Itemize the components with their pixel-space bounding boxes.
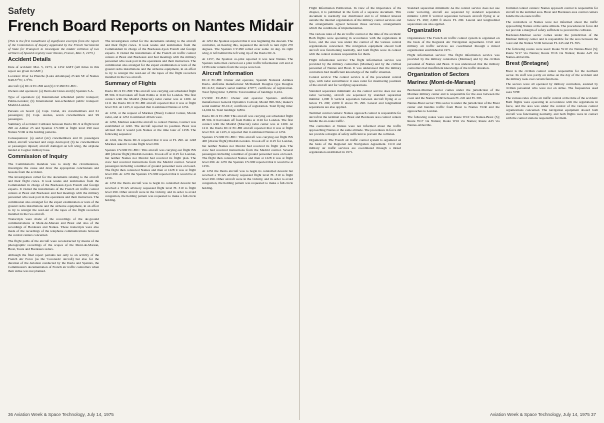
headline: French Board Reports on Nantes Midair — [8, 18, 294, 35]
right-footer-text: Aviation Week & Space Technology, July 14, 1975 37 — [490, 412, 596, 417]
section-label: Safety — [8, 6, 36, 16]
right-column3-para-4: The following routes were used: Route W10 via Nantes-Brest (S); Route W17 via Nantes; Route W16 via Nantes; Route A25 via Nantes-Abbeville. — [505, 46, 598, 60]
cv990-info: CV-990 EC-BJC: Owner and operator Spantax. Airframe manufacturer General Dynamics Convair, Model 990-30A; maker's serial number 30-10-2; certificate of registration. Total flying time: 14,604 hr. Total landings: 6,804. — [202, 96, 293, 113]
right-page — [301, 0, 604, 420]
column3-extra-1: Iberia DC-9 EC-BII: This aircraft was carrying out scheduled flight IB 504. It had taken off from Palma at 1126 for London. The first contact with the Madrid (Morcón) radar center was at 1200. At 1211 the Iberia DC-9 EC-BII aircraft reported that it was at flight level 310. At 1225, it reported that it estimated Nantes at 1252. — [202, 113, 293, 134]
consequences-paragraph: Consequences: (a) aerial (sic) crewmembers and 61 passengers killed, aircraft wrecked and cargo destroyed; (b) no crewmembers or passengers injured; aircraft damaged on left wing, the airplane landed at Cognac military base. — [8, 135, 99, 153]
left-columns — [8, 39, 293, 423]
right-paragraph-4: Control service: The control service is of the procedural control type, with radar surveillance: it uses radar for monitoring positions of the aircraft and for verifying separations. — [309, 75, 402, 88]
right-paragraph-5: Standard separation minimum: As the control service does not use radar vectoring, aircraft are separated by standard separation minima: 1,000 ft vertical separation between aircraft flying at or below FL 290; 2,000 ft above FL 290. Lateral and longitudinal separations are also applied. — [309, 88, 402, 110]
commission-paragraph-5: Although the final report pertains not only to an activity of the French Air Force (as the 'Coronado' aircraft) but also for the duration of the Aviation conducted by the Iberia and Spantax, the Commission's documentation of French air traffic controllers when their strike was not planned. — [8, 252, 99, 273]
right-paragraph-1: Flight Information Publication. In view of the importance of the chapter, it is published in the form of a separate document. This document is normally not distributed and is of limited interest outside the internal organization of the military control services and the arrangements agreed between those services, arrangements which the conditions of implementation. — [309, 6, 402, 31]
summary-heading: Summary of Flights — [105, 81, 157, 88]
right-column3-para-2: The controllers at Nantes were not informed about the traffic approaching Nantes at the same altitude. The procedures in force did not provide a margin of safety sufficient to prevent the collision. — [505, 19, 598, 32]
sectors-heading: Organization of Sectors — [407, 71, 470, 78]
persons-paragraph: Persons on board: (a) Capt. Cubel, six crewmembers and 61 passengers; (b) Capt. Arenas, seven crewmembers and 99 passengers. — [8, 108, 99, 121]
summary-paragraph-2: At 1232, at the request of Marinez (Brest) Control Center, Morda radar, and at 1252 it estimated 49 km west. — [105, 110, 196, 119]
dc9-info: DC-9 EC-BII: Owner and operator, Spanish National Airlines Iberia. Airframe manufacturer McDonnell Douglas type Douglas DC-9-32; maker's serial number 47077; certificate of registration. Total flying time: 3,290 hr. Total number of landings: 6,224. — [202, 78, 293, 95]
right-column-3 — [506, 6, 598, 402]
left-column-3 — [202, 39, 293, 423]
left-column-2 — [105, 39, 196, 423]
sectors-paragraph-3: The following routes were used: Route W10 via Nantes-Brest (S); Route W17 via Nantes; Route W16 via Nantes; Route A25 via Nantes-Abbeville. — [407, 114, 500, 127]
right-column3-para-5: The various rules of the air traffic control at the time of the accident: Both flights were operating in accordance with the regulations in force, and the area was under the control of the various control organizations concerned. The navigation equipment aboard both aircraft was functioning normally, and both flights were in contact with the control stations responsible for them. — [505, 95, 598, 121]
right-paragraph-3: Flight information service: The flight information service was provided by the military controllers (Marinez) and by the civilian personnel of Nantes and Brest. It was understood that the military controllers had insufficient knowledge of the traffic situation. — [309, 57, 402, 74]
summary-paragraph-5: Spantax CV-990 EC-BJC: This aircraft was carrying out flight BX 400 (charter flight) Madrid-London. It took off at 1125 for London, but neither Nantes nor Merdol had received its flight plan. The crew had received instructions from the Madrid control. Several passengers including a number of ground personnel were on board. The flight then contacted Nantes and then at 1228 it was at flight level 290. At 1235 the Spantax CV-990 reported that it would be at 1256. — [105, 147, 196, 180]
brest-paragraph-1: Brest is the civilian control center responsible for the northern sector. Its staff was partly on strike on the day of the accident and the military took over certain functions. — [505, 68, 598, 81]
commission-paragraph-2: The investigation called for the documents relating to the aircraft and their flight crews. It took weeks and testimonies from the Commandant in charge of the Bordeaux-Lyon French and foreign experts. It visited the installations of the French air traffic control centers at Brest and Bordeaux and had meetings with the military personnel who took part in the operations and their instructors. The commission also arranged for the expert examination or tests of the ground radio installations and the airborne equipment, in an effort to try to retarget the read-out of the tapes of the flight recorders installed in the two aircraft. — [8, 175, 99, 216]
right-paragraph-8: Organization: The French air traffic control system is organized on the basis of the Regional Air Navigation Agreement. Civil and military air traffic services are coordinated through a mixed organization established in 1971. — [309, 137, 402, 155]
right-paragraph-6: Terminal control centers: Nantes approach control is responsible for aircraft in the terminal area. Brest and Bordeaux area control centers handle the en-route traffic. — [309, 110, 402, 123]
commission-paragraph-1: The Commission's mandate was to study the circumstances, investigate the cause and draw the appropriate conclusions and lessons from the accident. — [8, 161, 99, 174]
type-operation-paragraph: Type of operation: (a) International scheduled public transport; Palma-London; (b) International non-scheduled public transport: Madrid-London. — [8, 94, 99, 108]
sectors-paragraph-2: Nantes-Brest sector: This sector is under the jurisdiction of the Brest center and handles traffic from Brest to Nantes VOR and the approaches to London. — [407, 101, 500, 114]
right-column2-para-1: Standard separation minimum: As the control service does not use radar vectoring, aircraft are separated by standard separation minima: 1,000 ft vertical separation between aircraft flying at or below FL 290; 2,000 ft above FL 290. Lateral and longitudinal separations are also applied. — [407, 6, 500, 27]
commission-paragraph-4: The flight paths of the aircraft were reconstructed by means of the photographic recordings of the scopes of the Mont-de-Marsan, Brest, Tours and Bordeaux radars. — [8, 238, 99, 252]
summary-paragraph-3: At 1236, Marinez asked the aircraft to contact Nantes, Contact was established at 1240. The aircraft reported its position. Brest was advised that it would join Nantes at the time later of 1258. The following sequence: — [105, 120, 196, 137]
commission-paragraph-3: Transcripts were made of the recordings of the air-ground communications at Mont-de-Marsan and Brest and also of the recordings of Bordeaux and Nantes. These transcripts were also made of the recordings of the telephone communications between the control centers concerned. — [8, 217, 99, 238]
location-paragraph: Location: Over La Planche (Loire Atlantique) 25 km SE of Nantes N48.37°N; 1.3°W. — [8, 74, 99, 83]
brest-heading: Brest (Bretagne) — [505, 61, 549, 68]
right-column-2 — [407, 6, 499, 402]
date-paragraph: Date of accident: Mar. 5, 1973, at 1252 GMT (All times in this report are given in GMT.) — [8, 64, 99, 73]
right-columns — [309, 6, 598, 402]
summary-paragraph-1: Iberia DC-9 EC-BII: This aircraft was carrying out scheduled flight IB 504. It had taken off from Palma at 1126 for London. The first contact with the Madrid (Morcón) radar center was at 1200. At 1211 the Iberia DC-9 EC-BII aircraft reported that it was at flight level 310. At 1225, it reported that it estimated Nantes at 1252. — [105, 88, 196, 110]
summary-paragraph-8: At 1257, the Spantax co-pilot reported it was near Nantes. The Spantax radio then carried out a pilot traffic information call and at 1258 radar returns from the scope were lost. — [202, 56, 293, 69]
column2-continuation: The investigation called for the documents relating to the aircraft and their flight crews. It took weeks and testimonies from the Commandant in charge of the Bordeaux-Lyon French and foreign experts. It visited the installations of the French air traffic control centers at Brest and Bordeaux and had meetings with the military personnel who took part in the operations and their instructors. The commission also arranged for the expert examination or tests of the ground radio installations and the airborne equipment, in an effort to try to retarget the read-out of the tapes of the flight recorders installed in the two aircraft. — [105, 39, 196, 80]
summary-paragraph-6: At 1252 the Iberia aircraft was to begin its controlled descent but received a TCAS advisory requested flight level FL 310 to flight level 290. Other aircraft were in the vicinity, and in order to avoid congestion, the holding pattern was requested to make a full-circle holding. — [105, 181, 196, 202]
aircraft-heading: Aircraft Information — [202, 70, 254, 77]
summary-paragraph-4: At 1242, the Iberia DC-9 reported that it was at FL 290. At 1248 Marinez asked it to take flight level 290. — [105, 137, 196, 147]
column3-extra-2: Spantax CV-990 EC-BJC: This aircraft was carrying out flight BX 400 (charter flight) Madrid-London. It took off at 1125 for London, but neither Nantes nor Merdol had received its flight plan. The crew had received instructions from the Madrid control. Several passengers including a number of ground personnel were on board. The flight then contacted Nantes and then at 1228 it was at flight level 290. At 1235 the Spantax CV-990 reported that it would be at 1256. — [202, 135, 293, 168]
organization-heading: Organization — [407, 28, 441, 35]
column3-extra-3: At 1252 the Iberia aircraft was to begin its controlled descent but received a TCAS advisory requested flight level FL 310 to flight level 290. Other aircraft were in the vicinity, and in order to avoid congestion, the holding pattern was requested to make a full-circle holding. — [202, 169, 293, 190]
right-column3-para-3: Bordeaux-Marinez sector comes under the jurisdiction of the Marinez military center and is responsible for the area between the coast and the Nantes VOR between FL 245 and FL 395. — [505, 33, 598, 46]
owners-paragraph: Owners and operators: (a) Iberia Air Lines and (b) Spantax S.A. — [8, 89, 94, 94]
intro-paragraph: (This is the first installment of significant excerpts from the report of the Commission of Inquiry appointed by the French Secretariat of State for Transport to investigate the midair collision of two airliners of Spanish registry near Nantes, France, Mar. 5, 1973.) — [8, 39, 99, 56]
right-column-1 — [309, 6, 401, 402]
right-column2-para-3: Flight information service: The flight information service was provided by the military controllers (Marinez) and by the civilian personnel of Nantes and Brest. It was understood that the military controllers had insufficient knowledge of the traffic situation. — [407, 53, 500, 70]
sectors-paragraph-1: Bordeaux-Marinez sector comes under the jurisdiction of the Marinez military center and is responsible for the area between the coast and the Nantes VOR between FL 245 and FL 395. — [407, 87, 500, 100]
right-paragraph-2: The various rules of the air traffic control at the time of the accident: Both flights were operating in accordance with the regulations in force, and the area was under the control of the various control organizations concerned. The navigation equipment aboard both aircraft was functioning normally, and both flights were in contact with the control stations responsible for them. — [309, 31, 402, 57]
right-column2-para-2: Organization: The French air traffic control system is organized on the basis of the Regional Air Navigation Agreement. Civil and military air traffic services are coordinated through a mixed organization established in 1971. — [407, 35, 500, 52]
left-footer-text: 36 Aviation Week & Space Technology, July 14, 1975 — [8, 412, 114, 417]
summary-paragraph: Summary of accident: Collision between Iberia DC-9 at flight level 290 on Amber 25 and Spantax CV-990 at flight level 290 near Nantes VOR at the holding patterns. — [8, 122, 99, 135]
right-column3-para-1: Terminal control centers: Nantes approach control is responsible for aircraft in the terminal area. Brest and Bordeaux area control centers handle the en-route traffic. — [505, 6, 598, 19]
brest-paragraph-2: The sectors were all operated by military controllers, assisted by civilian personnel who were not on strike. The frequencies used were VHF. — [505, 82, 598, 95]
right-paragraph-7: The controllers at Nantes were not informed about the traffic approaching Nantes at the same altitude. The procedures in force did not provide a margin of safety sufficient to prevent the collision. — [309, 124, 402, 137]
aircraft-paragraph: Aircraft: (a) DC-9 EC-BII and (b) CV-990 EC-BJC. — [8, 83, 78, 88]
left-column-1 — [8, 39, 99, 423]
summary-paragraph-7: At 1252 the Spantax reported that it was beginning the descent. The controller, on hearing this, requested the aircraft to turn right 270 degrees. The Spantax CV-990 rolled over some 14 deg. its right wing, it left behind the left wing tip of the Iberia DC-9. — [202, 39, 293, 56]
right-footer — [309, 412, 596, 417]
left-footer — [8, 412, 291, 417]
accident-heading: Accident Details — [8, 57, 51, 64]
commission-heading: Commission of Inquiry — [8, 154, 68, 161]
marinez-heading: Marinez (Mont-de-Marsan) — [407, 80, 476, 87]
left-page — [0, 0, 300, 420]
